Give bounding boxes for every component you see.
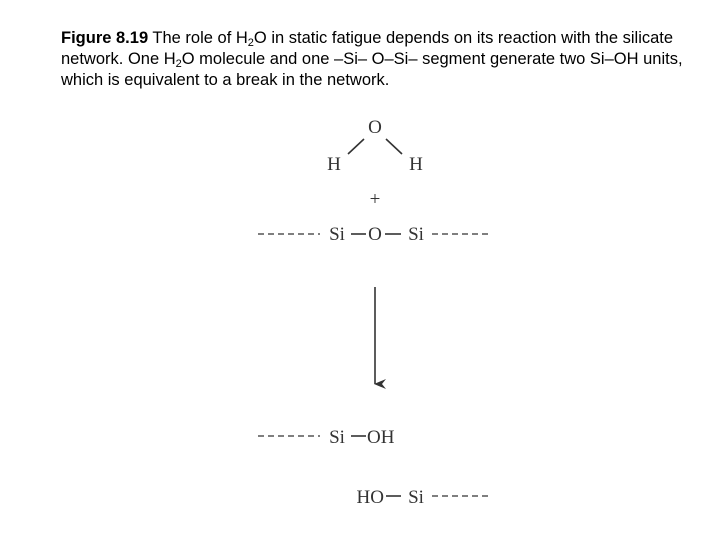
product-1-hydroxyl: OH [367, 427, 395, 448]
segment-oxygen-atom: O [368, 224, 382, 245]
caption-text-1: The role of H [148, 29, 248, 47]
product-2-si-atom: Si [408, 487, 424, 508]
siloxane-segment [258, 224, 492, 245]
water-bond-left [348, 139, 364, 154]
segment-si-left-atom: Si [329, 224, 345, 245]
product-silanol-2 [357, 487, 492, 508]
water-bond-right [386, 139, 402, 154]
product-silanol-1 [258, 427, 395, 448]
plus-sign: + [369, 189, 381, 210]
figure-label: Figure 8.19 [61, 29, 149, 47]
caption-subscript-1: 2 [247, 37, 254, 49]
segment-si-right-atom: Si [408, 224, 424, 245]
water-hydrogen-right-atom: H [409, 154, 423, 175]
caption-text-3: O molecule and one –Si– O–Si– segment generate two Si–OH units, which is equivalent to a break in the network. [61, 50, 683, 89]
water-oxygen-atom: O [368, 117, 382, 138]
product-1-si-atom: Si [329, 427, 345, 448]
caption-subscript-2: 2 [175, 58, 182, 70]
caption-text-2: O in static fatigue depends on its reaction with the silicate network. One H [61, 29, 674, 68]
water-hydrogen-left-atom: H [327, 154, 341, 175]
water-molecule [327, 117, 423, 175]
product-2-hydroxyl: HO [356, 487, 384, 508]
